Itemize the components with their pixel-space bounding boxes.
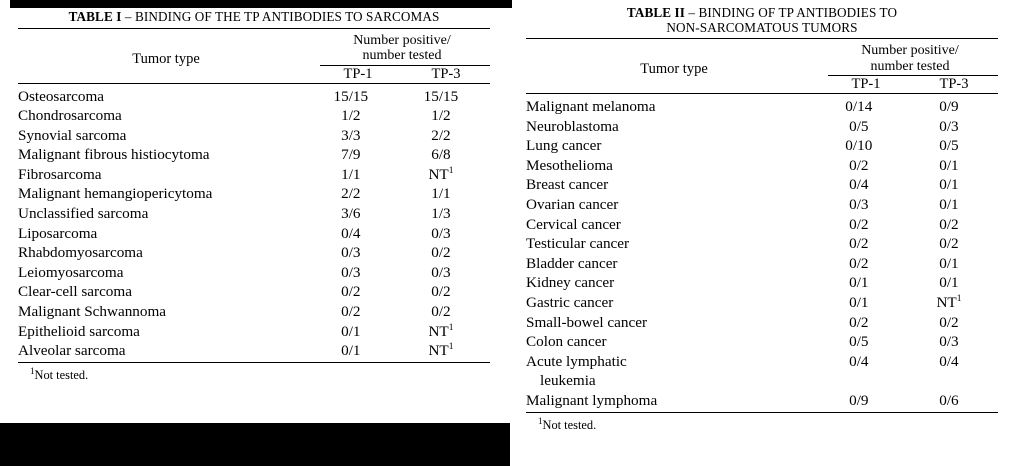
table-row <box>526 157 998 177</box>
row-value-tp3: 15/15 <box>423 87 459 105</box>
row-value-tp1: 0/1 <box>341 322 361 340</box>
table-row <box>18 323 490 343</box>
row-value-tp3: 6/8 <box>431 146 451 164</box>
row-value-tp3: 0/3 <box>939 333 959 351</box>
table-row <box>18 107 490 127</box>
table-row <box>18 88 490 108</box>
table-row <box>526 392 998 412</box>
table-2-header <box>526 39 998 93</box>
row-tumor-type: Leiomyosarcoma <box>18 263 124 281</box>
row-value-tp3: 0/6 <box>939 391 959 409</box>
table-row <box>18 283 490 303</box>
row-tumor-type: Malignant fibrous histiocytoma <box>18 146 210 164</box>
table-1-col-header-tp3: TP-3 <box>431 65 461 82</box>
row-value-tp1: 0/3 <box>849 195 869 213</box>
row-tumor-type: Alveolar sarcoma <box>18 342 126 360</box>
row-value-tp1: 0/2 <box>849 313 869 331</box>
table-1-subheaders <box>314 66 490 83</box>
table-2-col-group-header <box>822 43 998 74</box>
table-2-subheaders <box>822 76 998 93</box>
row-value-tp1: 2/2 <box>341 185 361 203</box>
table-1-caption-dash: – <box>121 9 135 24</box>
row-tumor-type: Unclassified sarcoma <box>18 205 149 223</box>
row-value-tp3: 0/5 <box>939 137 959 155</box>
row-value-tp3: $NT^1$ <box>428 322 454 340</box>
row-value-tp3-footnote-marker: 1 <box>448 165 454 176</box>
row-tumor-type: Malignant hemangiopericytoma <box>18 185 213 203</box>
table-row <box>526 274 998 294</box>
row-value-tp3-footnote-marker: 1 <box>956 293 962 304</box>
table-row <box>526 137 998 157</box>
row-value-tp1: 0/2 <box>849 254 869 272</box>
table-row <box>526 294 998 314</box>
table-1-footnote-marker: 1 <box>30 365 35 376</box>
table-row <box>526 353 998 373</box>
table-row <box>18 342 490 362</box>
table-row <box>526 333 998 353</box>
row-value-tp1: 0/3 <box>341 263 361 281</box>
row-tumor-type: Malignant Schwannoma <box>18 303 167 321</box>
row-tumor-type: Cervical cancer <box>526 215 621 233</box>
row-value-tp3: 2/2 <box>431 126 451 144</box>
row-tumor-type: Osteosarcoma <box>18 87 105 105</box>
table-2-col-group-line2: number tested <box>870 58 950 74</box>
row-tumor-type: Neuroblastoma <box>526 117 619 135</box>
table-2-footnote-text: Not tested. <box>542 417 597 432</box>
row-tumor-type: Kidney cancer <box>526 274 615 292</box>
table-2-col-header-tumor-type: Tumor type <box>640 61 708 77</box>
table-row <box>526 176 998 196</box>
table-1-caption <box>18 10 490 25</box>
row-tumor-type: Synovial sarcoma <box>18 126 127 144</box>
row-tumor-type: leukemia <box>540 372 596 390</box>
row-value-tp1: 0/5 <box>849 117 869 135</box>
row-value-tp1: 3/6 <box>341 205 361 223</box>
row-value-tp3: 0/1 <box>939 254 959 272</box>
row-value-tp1: 0/4 <box>849 352 869 370</box>
row-value-tp1: 0/4 <box>341 224 361 242</box>
table-2-caption-dash: – <box>685 5 699 20</box>
table-row <box>526 196 998 216</box>
table-row <box>526 118 998 138</box>
row-value-tp1: 0/1 <box>341 342 361 360</box>
table-1-body <box>18 84 490 362</box>
row-value-tp1: 3/3 <box>341 126 361 144</box>
row-value-tp3: 0/1 <box>939 156 959 174</box>
row-value-tp3: 0/9 <box>939 98 959 115</box>
table-2-col-group-line1: Number positive/ <box>861 43 959 58</box>
row-value-tp3-footnote-marker: 1 <box>448 342 454 353</box>
row-tumor-type: Rhabdomyosarcoma <box>18 244 143 262</box>
table-1-col-group-line1: Number positive/ <box>353 32 451 48</box>
row-value-tp3: 0/2 <box>939 235 959 253</box>
table-2-caption <box>526 6 998 35</box>
table-row <box>18 244 490 264</box>
row-value-tp1: 1/2 <box>341 107 361 125</box>
table-2-col-header-tp3: TP-3 <box>939 76 969 92</box>
table-2-footnote <box>526 413 998 433</box>
table-row <box>18 205 490 225</box>
row-value-tp3: 0/1 <box>939 274 959 292</box>
row-value-tp1: 0/4 <box>849 176 869 194</box>
row-value-tp1: 0/3 <box>341 244 361 262</box>
row-value-tp3: 1/1 <box>431 185 451 203</box>
row-value-tp1: 1/1 <box>341 165 361 183</box>
table-row <box>18 166 490 186</box>
table-row <box>526 314 998 334</box>
row-value-tp3: $NT^1$ <box>428 342 454 360</box>
table-2-caption-text: BINDING OF TP ANTIBODIES TO <box>698 5 898 20</box>
table-2-col-header-tp1: TP-1 <box>851 76 881 92</box>
row-value-tp1: 0/2 <box>849 235 869 253</box>
row-value-tp3: 0/3 <box>431 263 451 281</box>
table-row <box>18 264 490 284</box>
row-value-tp1: 0/9 <box>849 391 869 409</box>
table-row <box>18 303 490 323</box>
row-value-tp3: 0/3 <box>431 224 451 242</box>
table-row <box>526 98 998 118</box>
row-value-tp3: 1/3 <box>431 205 451 223</box>
table-1-col-group-header <box>314 33 490 64</box>
row-value-tp3: $NT^1$ <box>428 165 454 183</box>
row-value-tp1: 0/5 <box>849 333 869 351</box>
row-value-tp3: 0/1 <box>939 195 959 213</box>
row-tumor-type: Breast cancer <box>526 176 609 194</box>
row-tumor-type: Fibrosarcoma <box>18 165 102 183</box>
row-value-tp3: 0/2 <box>431 303 451 321</box>
table-row <box>18 185 490 205</box>
row-tumor-type: Colon cancer <box>526 333 607 351</box>
row-tumor-type: Gastric cancer <box>526 293 614 311</box>
row-tumor-type: Bladder cancer <box>526 254 618 272</box>
row-tumor-type: Liposarcoma <box>18 224 98 242</box>
row-value-tp1: 7/9 <box>341 146 361 164</box>
row-value-tp1: 0/1 <box>849 274 869 292</box>
table-1-footnote-text: Not tested. <box>34 367 89 382</box>
row-value-tp1: 0/14 <box>845 98 873 115</box>
row-tumor-type: Chondrosarcoma <box>18 107 122 125</box>
table-2-label: TABLE II <box>626 5 685 20</box>
row-tumor-type: Small-bowel cancer <box>526 313 648 331</box>
row-value-tp3: 0/4 <box>939 352 959 370</box>
table-row <box>18 225 490 245</box>
row-value-tp1: 15/15 <box>333 87 369 105</box>
row-tumor-type: Clear-cell sarcoma <box>18 283 132 301</box>
table-row <box>526 372 998 392</box>
table-1-col-header-tumor-type: Tumor type <box>132 50 200 67</box>
row-value-tp1: 0/2 <box>341 303 361 321</box>
table-2-panel <box>508 0 1016 466</box>
row-value-tp3: 0/3 <box>939 117 959 135</box>
row-value-tp1: 0/10 <box>845 137 873 155</box>
row-value-tp1: 0/1 <box>849 293 869 311</box>
table-row <box>526 235 998 255</box>
row-tumor-type: Malignant lymphoma <box>526 391 658 409</box>
row-value-tp3: 0/2 <box>431 244 451 262</box>
row-tumor-type: Epithelioid sarcoma <box>18 322 140 340</box>
row-value-tp3: 0/2 <box>939 313 959 331</box>
table-1-label: TABLE I <box>68 9 122 24</box>
row-value-tp1: 0/2 <box>849 156 869 174</box>
row-value-tp3: 1/2 <box>431 107 451 125</box>
table-1-header <box>18 29 490 83</box>
table-1-footnote <box>18 363 490 383</box>
table-2-footnote-marker: 1 <box>538 415 543 426</box>
row-value-tp3: 0/2 <box>431 283 451 301</box>
row-tumor-type: Lung cancer <box>526 137 602 155</box>
row-value-tp3-footnote-marker: 1 <box>448 322 454 333</box>
table-1-caption-text: BINDING OF THE TP ANTIBODIES TO SARCOMAS <box>134 9 440 24</box>
row-tumor-type: Acute lymphatic <box>526 352 627 370</box>
table-1-col-group-line2: number tested <box>362 48 442 63</box>
row-value-tp3: 0/2 <box>939 215 959 233</box>
row-tumor-type: Testicular cancer <box>526 235 630 253</box>
table-row <box>18 127 490 147</box>
row-value-tp1: 0/2 <box>849 215 869 233</box>
table-row <box>526 216 998 236</box>
table-2-body <box>526 94 998 412</box>
row-tumor-type: Mesothelioma <box>526 156 613 174</box>
row-tumor-type: Malignant melanoma <box>526 98 656 115</box>
row-value-tp1: 0/2 <box>341 283 361 301</box>
table-row <box>18 146 490 166</box>
table-1-col-header-tp1: TP-1 <box>343 65 373 82</box>
table-2-caption-text-line2: NON-SARCOMATOUS TUMORS <box>666 19 858 35</box>
row-value-tp3: 0/1 <box>939 176 959 194</box>
row-value-tp3: $NT^1$ <box>936 293 962 311</box>
table-row <box>526 255 998 275</box>
row-tumor-type: Ovarian cancer <box>526 195 619 213</box>
